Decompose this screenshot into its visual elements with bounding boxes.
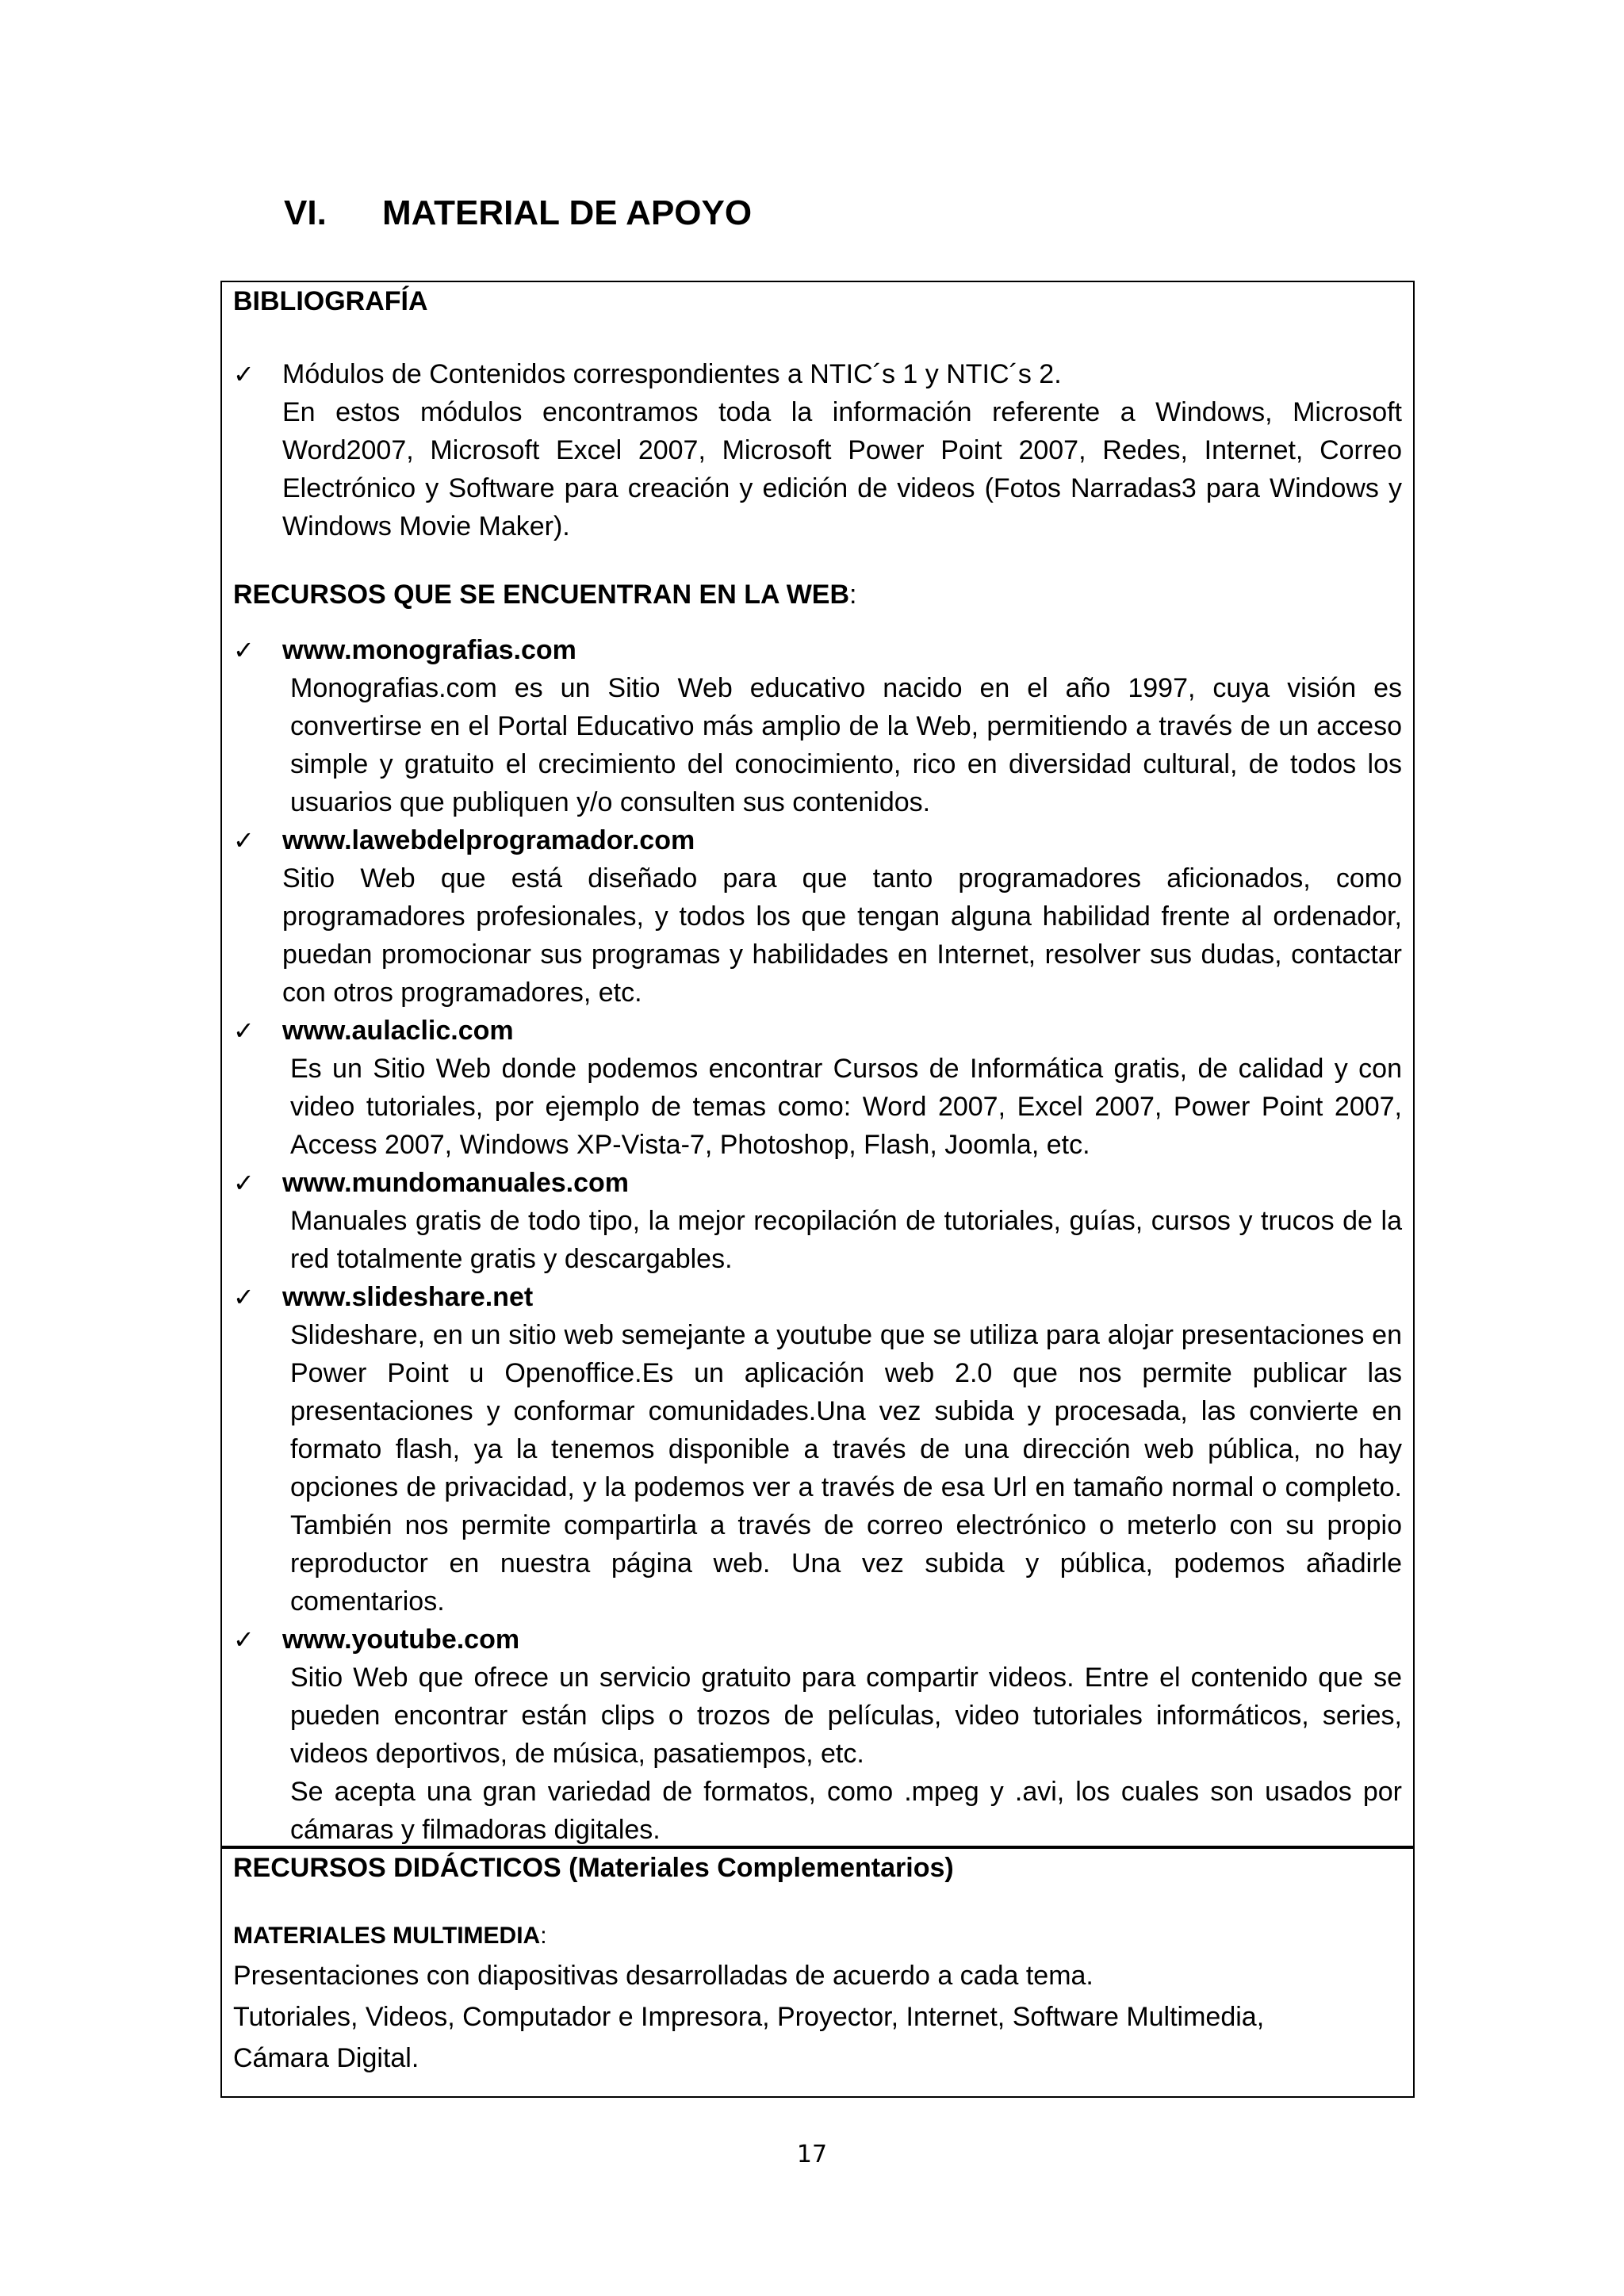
web-resource-url: www.monografias.com [282, 635, 576, 665]
recursos-web-title-text: RECURSOS QUE SE ENCUENTRAN EN LA WEB [233, 580, 850, 610]
web-resource-description: Se acepta una gran variedad de formatos, como .mpeg y .avi, los cuales son usados por cámaras y filmadoras digitales. [290, 1777, 1402, 1845]
web-resource-description: Es un Sitio Web donde podemos encontrar Cursos de Informática gratis, de calidad y con video tutoriales, por ejemplo de temas como: Word 2007, Excel 2007, Power Point 2007, Access 2007, Windows XP-Vista-7, Photoshop, Flash, Joomla, etc. [290, 1054, 1402, 1160]
material-table-main [220, 281, 1415, 1847]
material-table-main-content [233, 282, 1402, 1849]
multimedia-line-2: Tutoriales, Videos, Computador e Impresora, Proyector, Internet, Software Multimedia, [233, 2002, 1265, 2032]
check-icon: ✓ [233, 359, 255, 389]
web-resource-item [233, 631, 1402, 821]
web-resource-item [233, 1012, 1402, 1164]
web-resource-url: www.aulaclic.com [282, 1016, 514, 1046]
bibliografia-item [233, 355, 1402, 545]
web-resources-list [233, 631, 1402, 1849]
check-icon: ✓ [233, 635, 255, 665]
web-resource-url: www.lawebdelprogramador.com [282, 825, 695, 855]
multimedia-title [233, 1917, 1402, 1955]
multimedia-line-1: Presentaciones con diapositivas desarrolladas de acuerdo a cada tema. [233, 1961, 1094, 1991]
web-resource-item [233, 821, 1402, 1012]
material-table-resources [220, 1847, 1415, 2098]
multimedia-title-suffix: : [540, 1923, 547, 1949]
web-resource-item [233, 1278, 1402, 1621]
web-resource-url: www.youtube.com [282, 1624, 520, 1655]
material-table-resources-content [233, 1849, 1402, 2079]
bibliografia-title: BIBLIOGRAFÍA [233, 286, 428, 316]
web-resource-url: www.slideshare.net [282, 1282, 534, 1312]
recursos-web-title [233, 576, 1402, 614]
web-resource-description: Sitio Web que ofrece un servicio gratuito para compartir videos. Entre el contenido que se pueden encontrar están clips o trozos de películas, video tutoriales informáticos, series, videos deportivos, de música, pasatiempos, etc. [290, 1663, 1402, 1769]
web-resource-description: Slideshare, en un sitio web semejante a youtube que se utiliza para alojar presentaciones en Power Point u Openoffice.Es un aplicación web 2.0 que nos permite publicar las presentaciones y conformar comunidades.Una vez subida y procesada, las convierte en formato flash, ya la tenemos disponible a través de una dirección web pública, no hay opciones de privacidad, y la podemos ver a través de esa Url en tamaño normal o completo. También nos permite compartirla a través de correo electrónico o meterlo con su propio reproductor en nuestra página web. Una vez subida y pública, podemos añadirle comentarios. [290, 1320, 1402, 1617]
check-icon: ✓ [233, 1624, 255, 1655]
section-heading [284, 193, 752, 233]
section-number: VI. [284, 193, 327, 232]
multimedia-line-3: Cámara Digital. [233, 2043, 419, 2073]
check-icon: ✓ [233, 825, 255, 855]
page-number: 17 [796, 2141, 828, 2168]
multimedia-title-text: MATERIALES MULTIMEDIA [233, 1923, 541, 1949]
recursos-web-title-suffix: : [849, 580, 857, 610]
bibliografia-item-text: Módulos de Contenidos correspondientes a NTIC´s 1 y NTIC´s 2. [282, 359, 1062, 389]
check-icon: ✓ [233, 1168, 255, 1198]
web-resource-description: Manuales gratis de todo tipo, la mejor recopilación de tutoriales, guías, cursos y trucos de la red totalmente gratis y descargables. [290, 1206, 1402, 1274]
web-resource-description: Monografias.com es un Sitio Web educativo nacido en el año 1997, cuya visión es convertirse en el Portal Educativo más amplio de la Web, permitiendo a través de un acceso simple y gratuito el crecimiento del conocimiento, rico en diversidad cultural, de todos los usuarios que publiquen y/o consulten sus contenidos. [290, 673, 1402, 817]
check-icon: ✓ [233, 1016, 255, 1046]
check-icon: ✓ [233, 1282, 255, 1312]
bibliografia-description: En estos módulos encontramos toda la información referente a Windows, Microsoft Word2007, Microsoft Excel 2007, Microsoft Power Point 2007, Redes, Internet, Correo Electrónico y Software para creación y edición de videos (Fotos Narradas3 para Windows y Windows Movie Maker). [282, 397, 1402, 541]
web-resource-description: Sitio Web que está diseñado para que tanto programadores aficionados, como programadores profesionales, y todos los que tengan alguna habilidad frente al ordenador, puedan promocionar sus programas y habilidades en Internet, resolver sus dudas, contactar con otros programadores, etc. [282, 863, 1402, 1008]
section-title: MATERIAL DE APOYO [382, 193, 753, 232]
web-resource-item [233, 1164, 1402, 1278]
web-resource-url: www.mundomanuales.com [282, 1168, 630, 1198]
web-resource-item [233, 1621, 1402, 1849]
recursos-didacticos-title: RECURSOS DIDÁCTICOS (Materiales Complementarios) [233, 1853, 954, 1883]
